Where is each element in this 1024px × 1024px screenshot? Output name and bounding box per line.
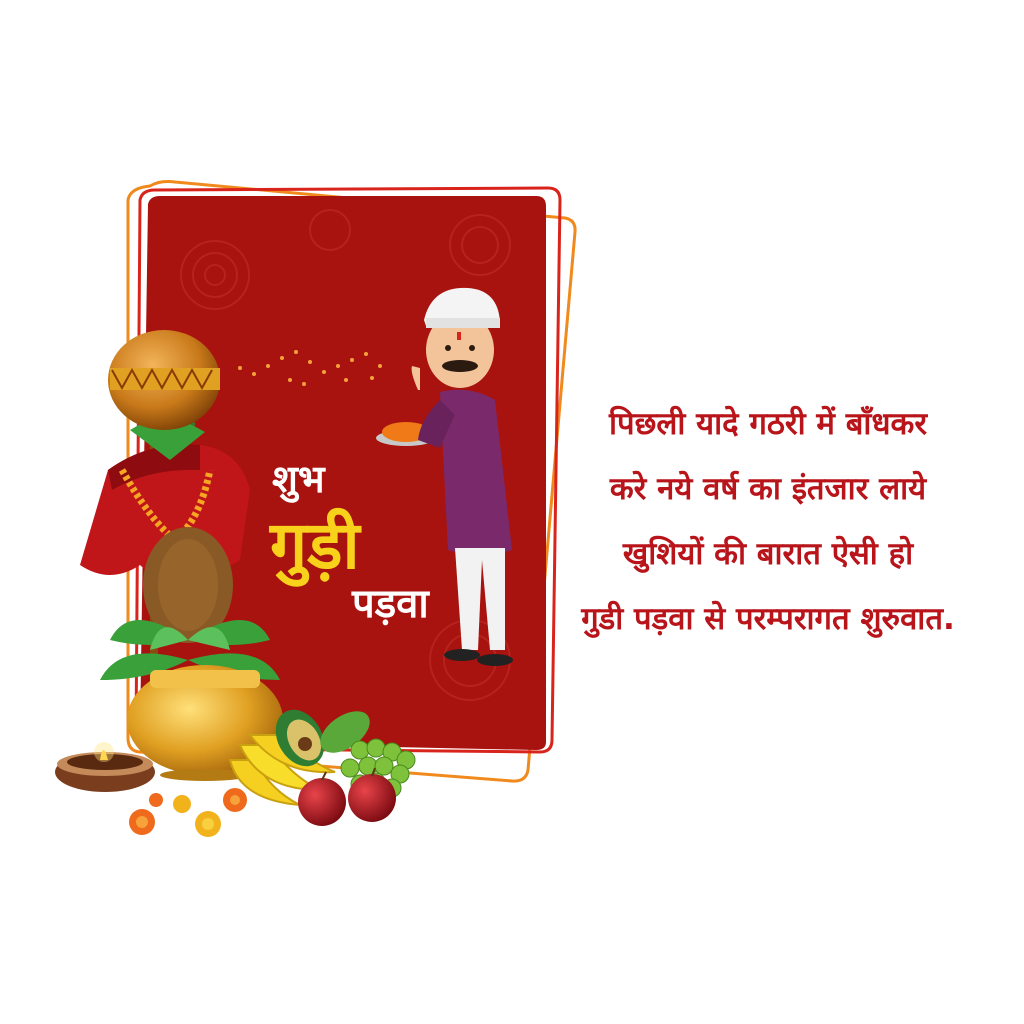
poem-line: गुडी पड़वा से परम्परागत शुरुवात. xyxy=(581,601,955,637)
title-gudi: गुड़ी xyxy=(270,507,360,584)
title-padwa: पड़वा xyxy=(352,581,429,627)
marigold-flowers xyxy=(129,788,247,837)
title-shubh: शुभ xyxy=(272,457,325,501)
poem-line: करे नये वर्ष का इंतजार लाये xyxy=(609,471,927,507)
poem-text xyxy=(548,392,988,652)
poem-line: पिछली यादे गठरी में बाँधकर xyxy=(608,406,928,442)
poem-line: खुशियों की बारात ऐसी हो xyxy=(622,536,914,572)
copper-kalash-top xyxy=(108,330,220,430)
